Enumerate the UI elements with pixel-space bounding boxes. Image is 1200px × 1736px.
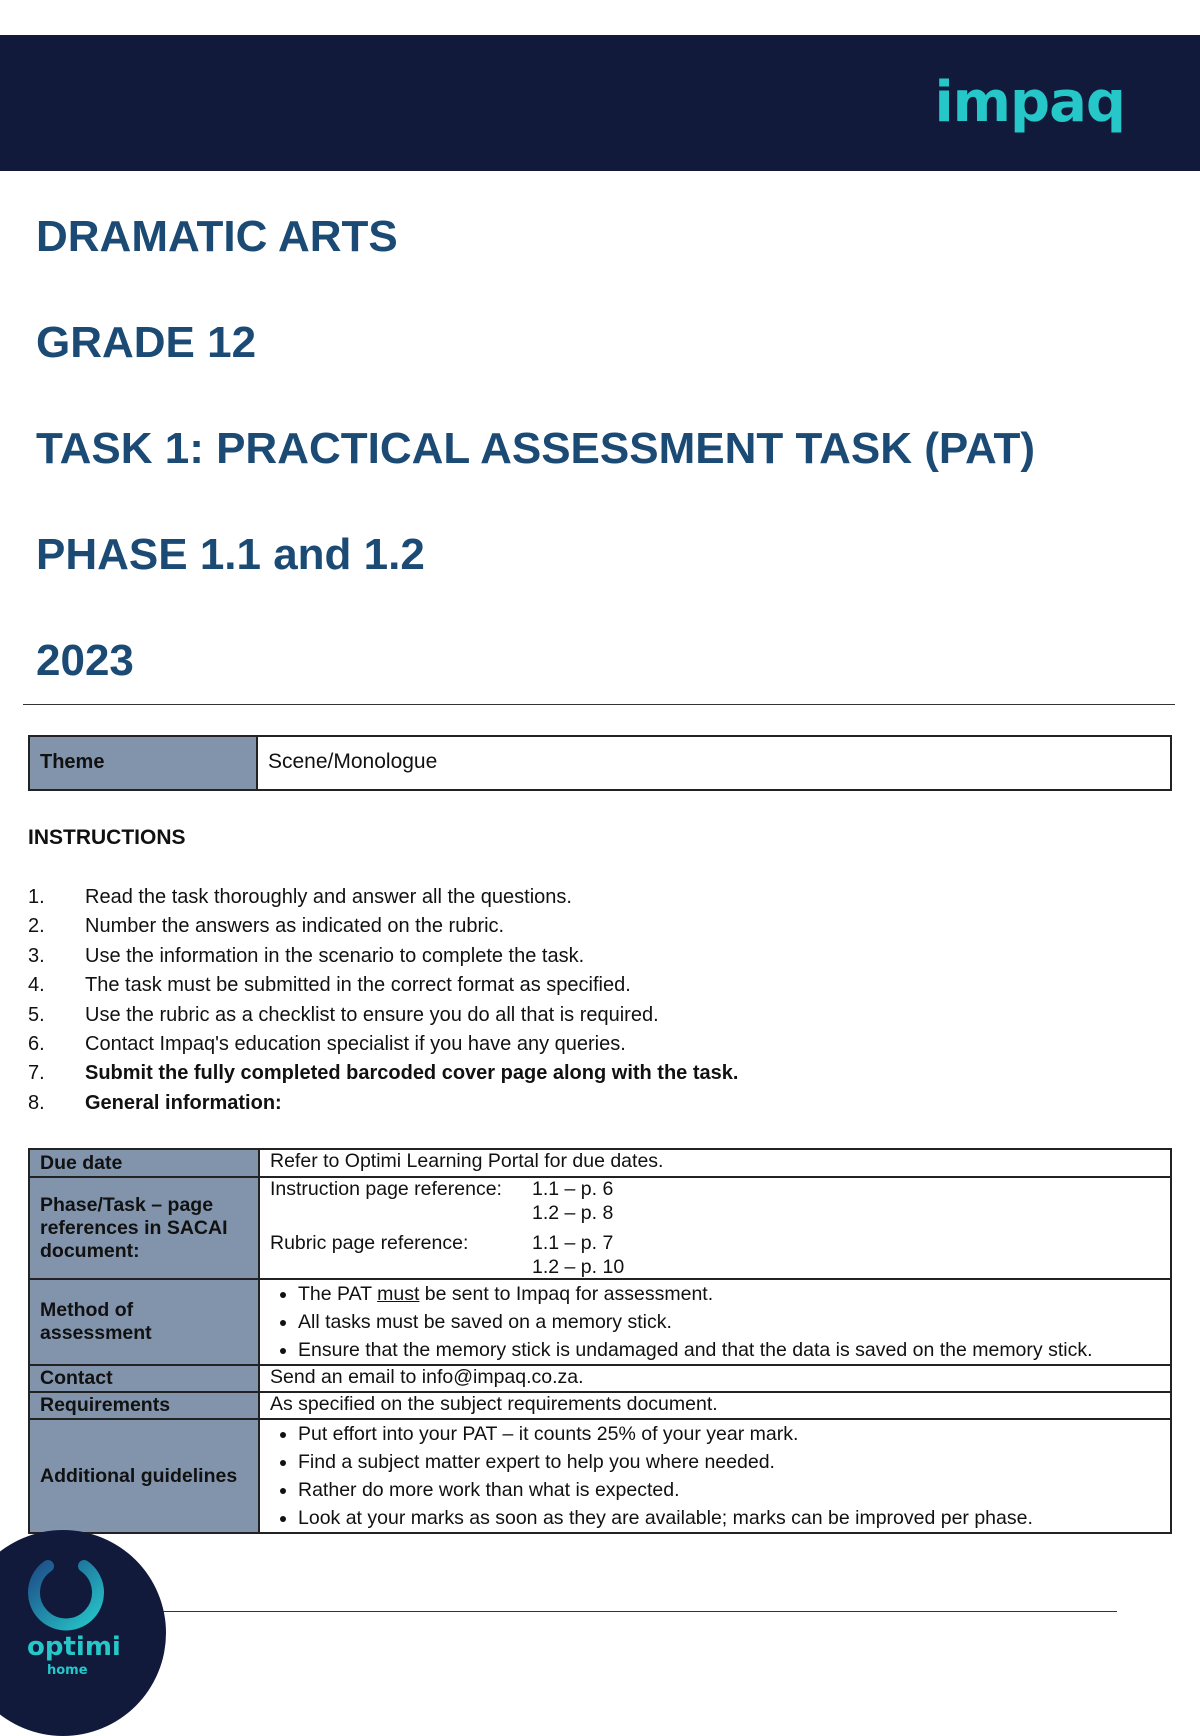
must-emphasis: must xyxy=(377,1283,420,1305)
due-date-value: Refer to Optimi Learning Portal for due dates. xyxy=(259,1149,1171,1177)
contact-label: Contact xyxy=(29,1365,259,1392)
theme-value: Scene/Monologue xyxy=(268,750,438,773)
phase-ref-label: Phase/Task – page references in SACAI document: xyxy=(29,1177,259,1279)
brand-logo: impaq xyxy=(934,70,1125,135)
list-item: 8. General information: xyxy=(28,1091,282,1114)
list-item: 1. Read the task thoroughly and answer all the questions. xyxy=(28,886,572,908)
grade-title: GRADE 12 xyxy=(36,318,257,367)
method-label: Method of assessment xyxy=(29,1279,259,1365)
list-item: 4. The task must be submitted in the correct format as specified. xyxy=(28,974,631,997)
optimi-ring-icon xyxy=(28,1558,104,1634)
instruction-ref-label: Instruction page reference: xyxy=(270,1178,502,1200)
year-title: 2023 xyxy=(36,636,134,685)
task-title: TASK 1: PRACTICAL ASSESSMENT TASK (PAT) xyxy=(36,424,1035,473)
phase-title: PHASE 1.1 and 1.2 xyxy=(36,530,425,579)
list-item: • Put effort into your PAT – it counts 25% of your year mark. xyxy=(298,1420,1160,1448)
title-divider xyxy=(23,704,1175,705)
table-row xyxy=(29,1177,1171,1279)
rubric-ref-2: 1.2 – p. 10 xyxy=(532,1256,625,1278)
list-item: 6. Contact Impaq's education specialist if you have any queries. xyxy=(28,1032,626,1055)
guidelines-label: Additional guidelines xyxy=(29,1419,259,1533)
general-info-table xyxy=(28,1148,1172,1534)
footer-divider xyxy=(160,1611,1117,1612)
theme-table xyxy=(28,735,1172,791)
list-item: • Rather do more work than what is expected. xyxy=(298,1476,1160,1504)
list-item: 2. Number the answers as indicated on the rubric. xyxy=(28,915,505,938)
list-item: • Ensure that the memory stick is undamaged and that the data is saved on the memory stick. xyxy=(298,1336,1160,1364)
table-row xyxy=(29,1419,1171,1533)
instruction-ref-1: 1.1 – p. 6 xyxy=(532,1178,614,1200)
due-date-label: Due date xyxy=(29,1149,259,1177)
list-item: 7. Submit the fully completed barcoded cover page along with the task. xyxy=(28,1062,739,1085)
instructions-heading: INSTRUCTIONS xyxy=(28,826,186,849)
requirements-value: As specified on the subject requirements document. xyxy=(259,1392,1171,1419)
footer-logo-subtext: home xyxy=(47,1663,88,1678)
guidelines-value xyxy=(259,1419,1171,1533)
method-value xyxy=(259,1279,1171,1365)
list-item: • Find a subject matter expert to help you where needed. xyxy=(298,1448,1160,1476)
requirements-label: Requirements xyxy=(29,1392,259,1419)
title-block xyxy=(36,212,1035,745)
instructions-list xyxy=(28,886,738,1121)
list-item: 3. Use the information in the scenario to complete the task. xyxy=(28,944,585,967)
list-item: • Look at your marks as soon as they are available; marks can be improved per phase. xyxy=(298,1504,1160,1532)
table-row xyxy=(29,1279,1171,1365)
table-row xyxy=(29,1149,1171,1177)
list-item: • All tasks must be saved on a memory stick. xyxy=(298,1308,1160,1336)
instruction-ref-2: 1.2 – p. 8 xyxy=(532,1202,614,1224)
phase-ref-value xyxy=(259,1177,1171,1279)
list-item: • The PAT must be sent to Impaq for assessment. xyxy=(298,1280,1160,1308)
theme-label: Theme xyxy=(30,737,258,789)
list-item: 5. Use the rubric as a checklist to ensure you do all that is required. xyxy=(28,1003,659,1026)
contact-value: Send an email to info@impaq.co.za. xyxy=(259,1365,1171,1392)
rubric-ref-1: 1.1 – p. 7 xyxy=(532,1232,614,1254)
table-row xyxy=(29,1365,1171,1392)
rubric-ref-label: Rubric page reference: xyxy=(270,1232,469,1254)
footer-logo-text: optimi xyxy=(27,1632,121,1662)
table-row xyxy=(29,1392,1171,1419)
subject-title: DRAMATIC ARTS xyxy=(36,212,398,261)
